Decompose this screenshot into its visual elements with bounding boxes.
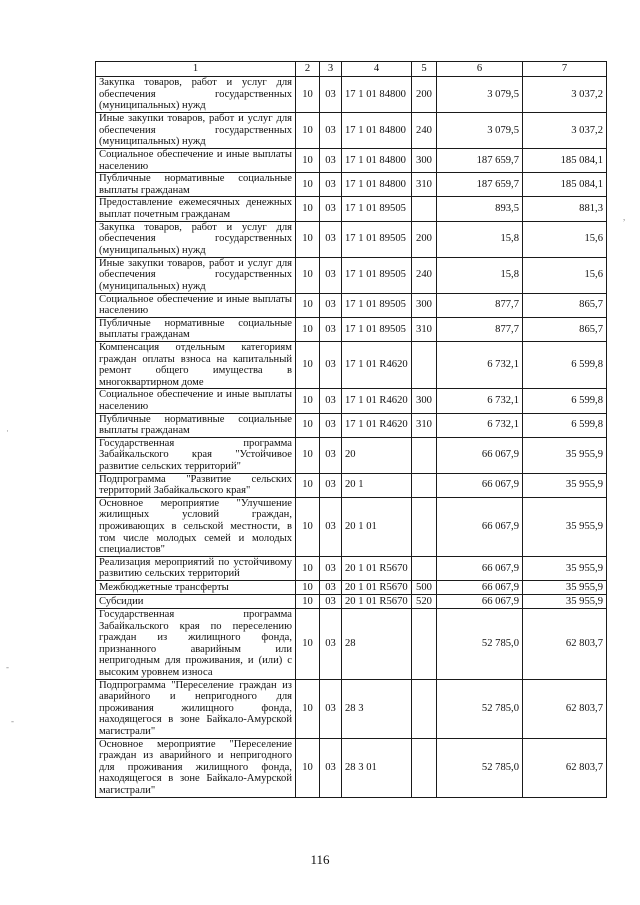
row-sum2: 62 803,7	[523, 609, 607, 680]
row-razdel: 10	[296, 341, 320, 388]
row-podrazdel: 03	[320, 437, 342, 473]
row-sum1: 66 067,9	[437, 556, 523, 580]
row-razdel: 10	[296, 257, 320, 293]
row-sum1: 877,7	[437, 293, 523, 317]
table-row	[96, 473, 607, 497]
row-vr	[412, 197, 437, 221]
table-row	[96, 317, 607, 341]
row-podrazdel: 03	[320, 77, 342, 113]
row-razdel: 10	[296, 197, 320, 221]
row-podrazdel: 03	[320, 556, 342, 580]
row-vr	[412, 679, 437, 738]
row-csr: 20	[342, 437, 412, 473]
budget-table	[95, 61, 607, 798]
row-name: Социальное обеспечение и иные выплаты населению	[96, 293, 296, 317]
row-podrazdel: 03	[320, 317, 342, 341]
row-name: Социальное обеспечение и иные выплаты населению	[96, 389, 296, 413]
row-razdel: 10	[296, 293, 320, 317]
margin-tick: ·	[6, 426, 9, 436]
row-razdel: 10	[296, 149, 320, 173]
row-podrazdel: 03	[320, 293, 342, 317]
row-razdel: 10	[296, 473, 320, 497]
row-podrazdel: 03	[320, 679, 342, 738]
table-row	[96, 197, 607, 221]
row-csr: 17 1 01 89505	[342, 221, 412, 257]
row-podrazdel: 03	[320, 389, 342, 413]
row-sum1: 6 732,1	[437, 389, 523, 413]
table-row	[96, 77, 607, 113]
table-row	[96, 609, 607, 680]
table-row	[96, 257, 607, 293]
row-vr	[412, 497, 437, 556]
row-vr: 300	[412, 293, 437, 317]
row-sum1: 66 067,9	[437, 581, 523, 595]
row-name: Государственная программа Забайкальского края по переселению граждан из жилищного фонда, признанного аварийным или непригодным для проживания, и (или) с высоким уровнем износа	[96, 609, 296, 680]
row-sum2: 185 084,1	[523, 149, 607, 173]
row-sum1: 52 785,0	[437, 609, 523, 680]
row-sum2: 6 599,8	[523, 341, 607, 388]
row-vr: 300	[412, 389, 437, 413]
table-row	[96, 581, 607, 595]
row-sum1: 877,7	[437, 317, 523, 341]
row-vr: 520	[412, 595, 437, 609]
row-podrazdel: 03	[320, 413, 342, 437]
row-sum2: 15,6	[523, 221, 607, 257]
row-name: Иные закупки товаров, работ и услуг для обеспечения государственных (муниципальных) нужд	[96, 113, 296, 149]
table-row	[96, 556, 607, 580]
row-sum2: 62 803,7	[523, 738, 607, 797]
row-podrazdel: 03	[320, 738, 342, 797]
row-name: Социальное обеспечение и иные выплаты населению	[96, 149, 296, 173]
row-sum1: 66 067,9	[437, 497, 523, 556]
row-csr: 20 1 01	[342, 497, 412, 556]
row-vr: 310	[412, 413, 437, 437]
row-sum2: 62 803,7	[523, 679, 607, 738]
row-podrazdel: 03	[320, 113, 342, 149]
margin-tick: -	[6, 662, 9, 672]
row-csr: 17 1 01 89505	[342, 197, 412, 221]
row-razdel: 10	[296, 609, 320, 680]
row-csr: 20 1	[342, 473, 412, 497]
row-csr: 28 3 01	[342, 738, 412, 797]
row-podrazdel: 03	[320, 581, 342, 595]
row-podrazdel: 03	[320, 473, 342, 497]
row-razdel: 10	[296, 389, 320, 413]
table-row	[96, 389, 607, 413]
margin-tick: -	[11, 716, 14, 726]
row-sum1: 3 079,5	[437, 77, 523, 113]
row-razdel: 10	[296, 317, 320, 341]
table-row	[96, 679, 607, 738]
table-row	[96, 497, 607, 556]
row-sum1: 52 785,0	[437, 679, 523, 738]
table-row	[96, 113, 607, 149]
row-name: Иные закупки товаров, работ и услуг для обеспечения государственных (муниципальных) нужд	[96, 257, 296, 293]
row-vr: 200	[412, 77, 437, 113]
row-vr: 500	[412, 581, 437, 595]
row-sum2: 35 955,9	[523, 581, 607, 595]
row-csr: 17 1 01 89505	[342, 317, 412, 341]
row-name: Публичные нормативные социальные выплаты гражданам	[96, 413, 296, 437]
row-name: Подпрограмма "Переселение граждан из аварийного и непригодного для проживания жилищного фонда, находящегося в зоне Байкало-Амурской магистрали"	[96, 679, 296, 738]
table-row	[96, 595, 607, 609]
row-csr: 17 1 01 84800	[342, 113, 412, 149]
row-razdel: 10	[296, 173, 320, 197]
column-header-name: 1	[96, 62, 296, 77]
row-vr	[412, 556, 437, 580]
row-sum2: 6 599,8	[523, 389, 607, 413]
page-number: 116	[310, 852, 330, 867]
row-name: Публичные нормативные социальные выплаты гражданам	[96, 173, 296, 197]
row-csr: 20 1 01 R5670	[342, 556, 412, 580]
row-name: Подпрограмма "Развитие сельских территорий Забайкальского края"	[96, 473, 296, 497]
row-vr: 240	[412, 257, 437, 293]
row-sum1: 893,5	[437, 197, 523, 221]
row-sum2: 881,3	[523, 197, 607, 221]
row-csr: 17 1 01 R4620	[342, 341, 412, 388]
row-csr: 20 1 01 R5670	[342, 595, 412, 609]
column-header-csr: 4	[342, 62, 412, 77]
row-sum2: 6 599,8	[523, 413, 607, 437]
row-razdel: 10	[296, 221, 320, 257]
row-vr: 310	[412, 173, 437, 197]
row-csr: 17 1 01 89505	[342, 293, 412, 317]
row-sum1: 3 079,5	[437, 113, 523, 149]
column-header-razdel: 2	[296, 62, 320, 77]
row-sum2: 865,7	[523, 317, 607, 341]
row-csr: 17 1 01 R4620	[342, 413, 412, 437]
row-razdel: 10	[296, 497, 320, 556]
row-podrazdel: 03	[320, 173, 342, 197]
row-sum2: 3 037,2	[523, 77, 607, 113]
row-sum1: 66 067,9	[437, 437, 523, 473]
row-csr: 17 1 01 84800	[342, 77, 412, 113]
row-vr: 200	[412, 221, 437, 257]
row-razdel: 10	[296, 77, 320, 113]
table-header-row	[96, 62, 607, 77]
row-name: Основное мероприятие "Переселение граждан из аварийного и непригодного для проживания жилищного фонда, находящегося в зоне Байкало-Амурской магистрали"	[96, 738, 296, 797]
row-csr: 20 1 01 R5670	[342, 581, 412, 595]
row-name: Предоставление ежемесячных денежных выплат почетным гражданам	[96, 197, 296, 221]
row-name: Субсидии	[96, 595, 296, 609]
table-row	[96, 437, 607, 473]
row-podrazdel: 03	[320, 149, 342, 173]
row-podrazdel: 03	[320, 595, 342, 609]
row-sum2: 35 955,9	[523, 595, 607, 609]
table-row	[96, 413, 607, 437]
row-vr: 310	[412, 317, 437, 341]
row-csr: 17 1 01 R4620	[342, 389, 412, 413]
row-sum2: 35 955,9	[523, 473, 607, 497]
table-row	[96, 293, 607, 317]
row-csr: 17 1 01 84800	[342, 149, 412, 173]
row-name: Закупка товаров, работ и услуг для обеспечения государственных (муниципальных) нужд	[96, 221, 296, 257]
row-vr	[412, 341, 437, 388]
row-sum1: 66 067,9	[437, 595, 523, 609]
row-name: Публичные нормативные социальные выплаты гражданам	[96, 317, 296, 341]
row-vr	[412, 473, 437, 497]
table-row	[96, 341, 607, 388]
table-row	[96, 149, 607, 173]
row-sum2: 865,7	[523, 293, 607, 317]
row-sum2: 35 955,9	[523, 497, 607, 556]
row-razdel: 10	[296, 556, 320, 580]
row-razdel: 10	[296, 113, 320, 149]
row-name: Государственная программа Забайкальского края "Устойчивое развитие сельских территорий"	[96, 437, 296, 473]
row-razdel: 10	[296, 437, 320, 473]
row-sum1: 187 659,7	[437, 173, 523, 197]
row-name: Межбюджетные трансферты	[96, 581, 296, 595]
row-podrazdel: 03	[320, 609, 342, 680]
table-row	[96, 738, 607, 797]
row-name: Компенсация отдельным категориям граждан оплаты взноса на капитальный ремонт общего имущества в многоквартирном доме	[96, 341, 296, 388]
row-csr: 28	[342, 609, 412, 680]
row-sum1: 66 067,9	[437, 473, 523, 497]
row-sum2: 15,6	[523, 257, 607, 293]
row-podrazdel: 03	[320, 257, 342, 293]
row-name: Реализация мероприятий по устойчивому развитию сельских территорий	[96, 556, 296, 580]
row-sum2: 185 084,1	[523, 173, 607, 197]
row-podrazdel: 03	[320, 497, 342, 556]
table-row	[96, 173, 607, 197]
row-name: Закупка товаров, работ и услуг для обеспечения государственных (муниципальных) нужд	[96, 77, 296, 113]
row-sum1: 15,8	[437, 257, 523, 293]
row-vr: 240	[412, 113, 437, 149]
row-sum1: 187 659,7	[437, 149, 523, 173]
row-vr: 300	[412, 149, 437, 173]
row-vr	[412, 437, 437, 473]
column-header-sum1: 6	[437, 62, 523, 77]
row-sum2: 3 037,2	[523, 113, 607, 149]
row-vr	[412, 609, 437, 680]
row-sum2: 35 955,9	[523, 437, 607, 473]
row-vr	[412, 738, 437, 797]
row-razdel: 10	[296, 581, 320, 595]
table-row	[96, 221, 607, 257]
row-sum1: 15,8	[437, 221, 523, 257]
column-header-podrazdel: 3	[320, 62, 342, 77]
row-podrazdel: 03	[320, 221, 342, 257]
row-razdel: 10	[296, 679, 320, 738]
column-header-vr: 5	[412, 62, 437, 77]
row-sum1: 6 732,1	[437, 413, 523, 437]
row-csr: 28 3	[342, 679, 412, 738]
row-sum2: 35 955,9	[523, 556, 607, 580]
row-csr: 17 1 01 89505	[342, 257, 412, 293]
margin-tick: ,	[623, 212, 626, 222]
row-razdel: 10	[296, 738, 320, 797]
row-sum1: 52 785,0	[437, 738, 523, 797]
row-name: Основное мероприятие "Улучшение жилищных условий граждан, проживающих в сельской местности, в том числе молодых семей и молодых специалистов"	[96, 497, 296, 556]
row-razdel: 10	[296, 413, 320, 437]
column-header-sum2: 7	[523, 62, 607, 77]
row-podrazdel: 03	[320, 197, 342, 221]
row-razdel: 10	[296, 595, 320, 609]
row-sum1: 6 732,1	[437, 341, 523, 388]
row-csr: 17 1 01 84800	[342, 173, 412, 197]
row-podrazdel: 03	[320, 341, 342, 388]
